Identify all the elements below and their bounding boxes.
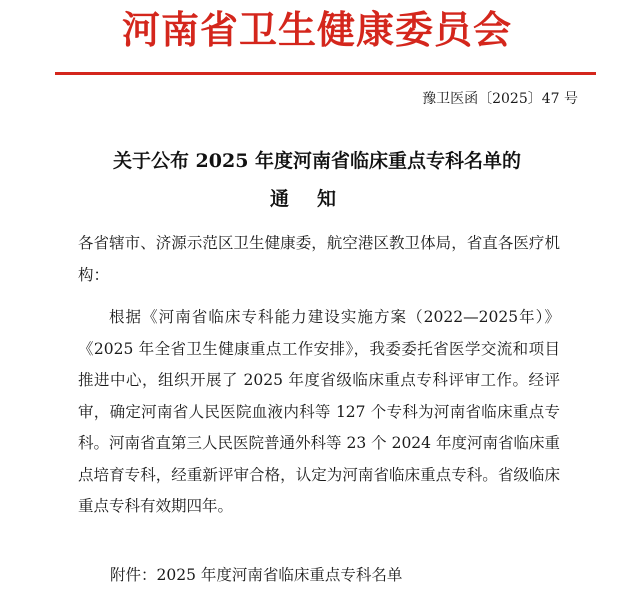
document-title-line-2: 通知 xyxy=(269,188,364,210)
issuer-masthead: 河南省卫生健康委员会 xyxy=(121,7,512,52)
red-separator-line xyxy=(55,72,596,75)
salutation: 各省辖市、济源示范区卫生健康委，航空港区教卫体局，省直各医疗机构： xyxy=(78,234,560,284)
attachment-line: 附件：2025 年度河南省临床重点专科名单 xyxy=(110,566,403,584)
body-paragraph: 根据《河南省临床专科能力建设实施方案（2022—2025年）》《2025 年全省卫生健康重点工作安排》，我委委托省医学交流和项目推进中心，组织开展了 2025 年度省级临床重点专科评审工作。经评审，确定河南省人民医院血液内科等 127 个专科为河南省临床重点专科。河南省直第三人民医院普通外科等 23 个 2024 年度河南省临床重点培育专科，经重新评审合格，认定为河南省临床重点专科。省级临床重点专科有效期四年。 xyxy=(78,308,560,515)
document-number: 豫卫医函〔2025〕47 号 xyxy=(422,91,578,107)
document-title-line-1: 关于公布 2025 年度河南省临床重点专科名单的 xyxy=(112,150,522,172)
